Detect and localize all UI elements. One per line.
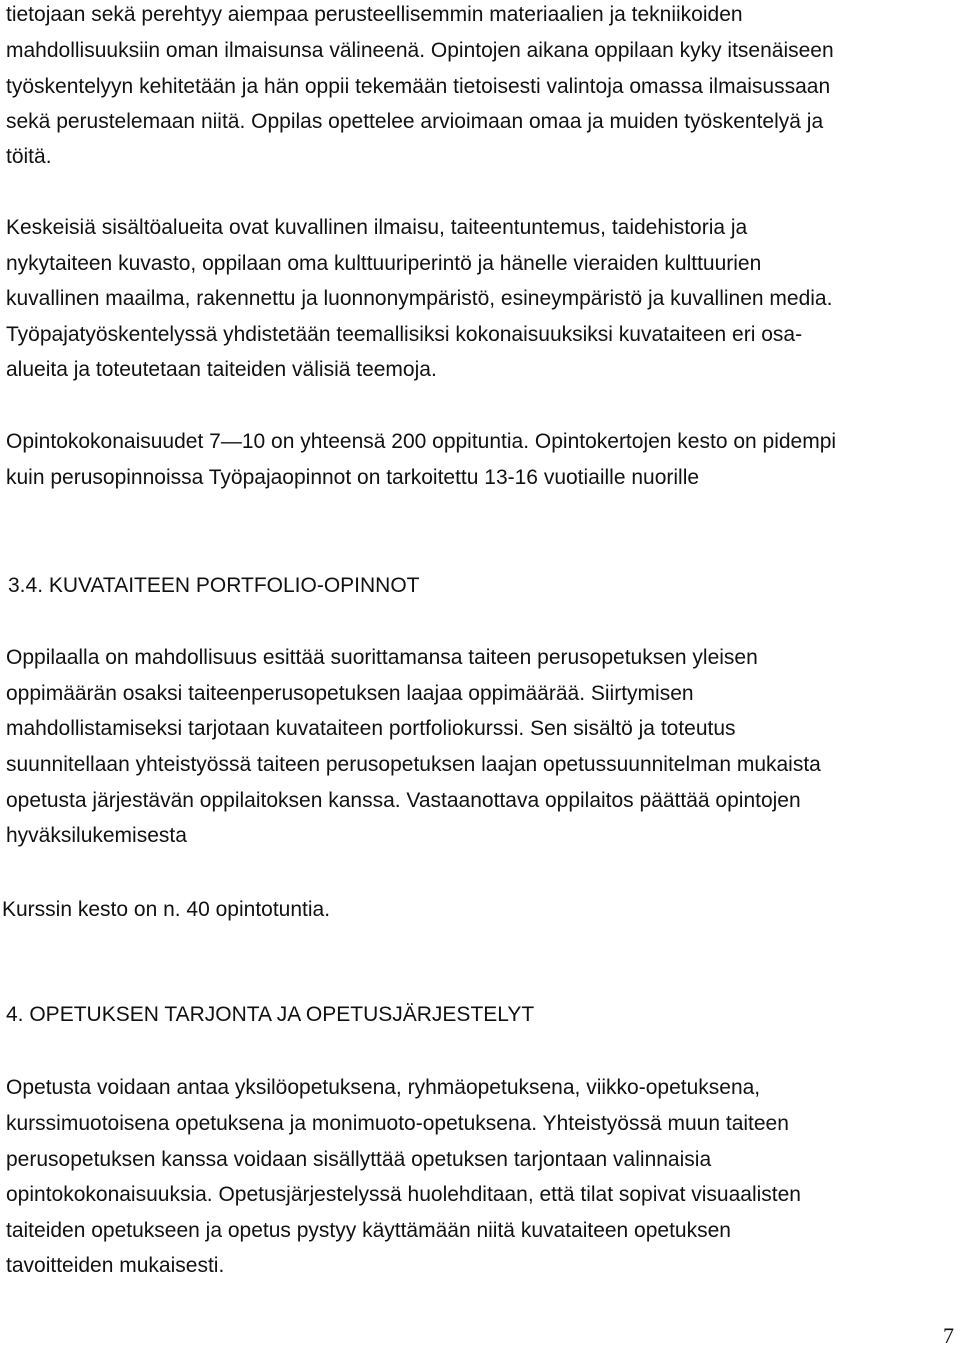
- text-line: hyväksilukemisesta: [6, 824, 187, 847]
- text-line: mahdollisuuksiin oman ilmaisunsa välineenä. Opintojen aikana oppilaan kyky itsenäiseen: [6, 39, 834, 62]
- text-line: suunnitellaan yhteistyössä taiteen perusopetuksen laajan opetussuunnitelman mukaista: [6, 753, 821, 776]
- text-line: oppimäärän osaksi taiteenperusopetuksen laajaa oppimäärää. Siirtymisen: [6, 682, 694, 705]
- text-line: perusopetuksen kanssa voidaan sisällyttää opetuksen tarjontaan valinnaisia: [6, 1148, 712, 1171]
- section-heading-portfolio: 3.4. KUVATAITEEN PORTFOLIO-OPINNOT: [8, 574, 420, 597]
- section-heading-teaching: 4. OPETUKSEN TARJONTA JA OPETUSJÄRJESTELYT: [6, 1003, 535, 1026]
- text-line: kuin perusopinnoissa Työpajaopinnot on tarkoitettu 13-16 vuotiaille nuorille: [6, 466, 700, 489]
- text-line: Työpajatyöskentelyssä yhdistetään teemallisiksi kokonaisuuksiksi kuvataiteen eri osa-: [6, 323, 803, 346]
- text-line: sekä perustelemaan niitä. Oppilas opettelee arvioimaan omaa ja muiden työskentelyä ja: [6, 110, 824, 133]
- text-line: opetusta järjestävän oppilaitoksen kanssa. Vastaanottava oppilaitos päättää opintojen: [6, 789, 801, 812]
- text-line: opintokokonaisuuksia. Opetusjärjestelyssä huolehditaan, että tilat sopivat visuaalisten: [6, 1183, 801, 1206]
- text-line: Opetusta voidaan antaa yksilöopetuksena, ryhmäopetuksena, viikko-opetuksena,: [6, 1076, 761, 1099]
- text-line: alueita ja toteutetaan taiteiden välisiä teemoja.: [6, 358, 437, 381]
- course-length-text: Kurssin kesto on n. 40 opintotuntia.: [2, 898, 331, 921]
- text-line: mahdollistamiseksi tarjotaan kuvataiteen portfoliokurssi. Sen sisältö ja toteutus: [6, 717, 736, 740]
- text-line: taiteiden opetukseen ja opetus pystyy käyttämään niitä kuvataiteen opetuksen: [6, 1219, 731, 1242]
- text-line: nykytaiteen kuvasto, oppilaan oma kulttuuriperintö ja hänelle vieraiden kulttuurien: [6, 252, 762, 275]
- text-line: tietojaan sekä perehtyy aiempaa perusteellisemmin materiaalien ja tekniikoiden: [6, 3, 743, 26]
- text-line: kurssimuotoisena opetuksena ja monimuoto-opetuksena. Yhteistyössä muun taiteen: [6, 1112, 789, 1135]
- text-line: tavoitteiden mukaisesti.: [6, 1254, 225, 1277]
- page-number: 7: [943, 1323, 954, 1348]
- text-line: töitä.: [6, 145, 52, 168]
- text-line: kuvallinen maailma, rakennettu ja luonnonympäristö, esineympäristö ja kuvallinen media.: [6, 287, 833, 310]
- text-line: Oppilaalla on mahdollisuus esittää suorittamansa taiteen perusopetuksen yleisen: [6, 646, 758, 669]
- text-line: Keskeisiä sisältöalueita ovat kuvallinen ilmaisu, taiteentuntemus, taidehistoria ja: [6, 216, 748, 239]
- text-line: Opintokokonaisuudet 7—10 on yhteensä 200 oppituntia. Opintokertojen kesto on pidempi: [6, 430, 837, 453]
- text-line: työskentelyyn kehitetään ja hän oppii tekemään tietoisesti valintoja omassa ilmaisussaan: [6, 75, 831, 98]
